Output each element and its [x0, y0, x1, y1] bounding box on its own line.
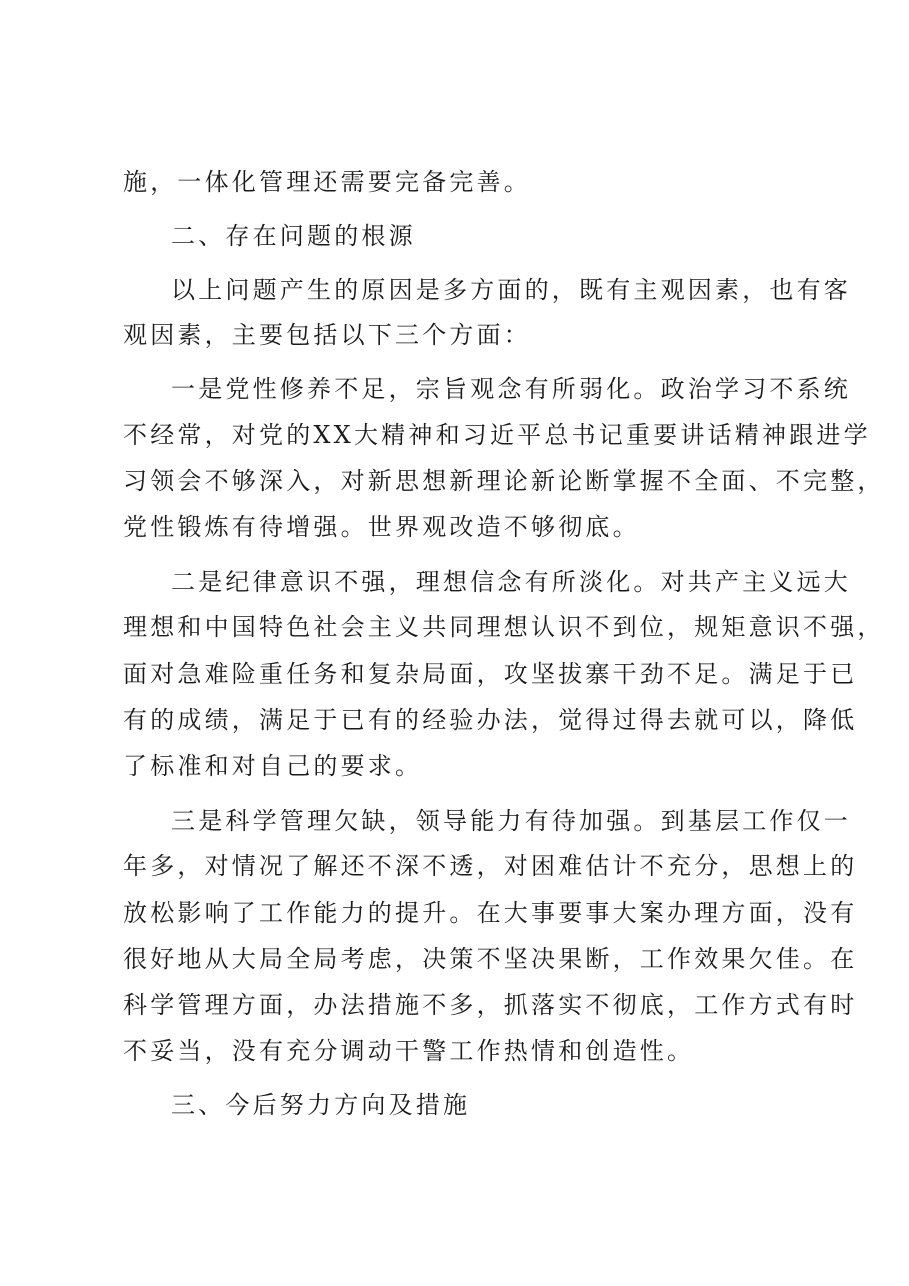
text-line: 施，一体化管理还需要完备完善。 [123, 168, 531, 196]
text-line: 习领会不够深入，对新思想新理论新论断掌握不全面、不完整， [123, 467, 885, 495]
text-line: 二是纪律意识不强，理想信念有所淡化。对共产主义远大 [171, 568, 851, 596]
text-line: 一是党性修养不足，宗旨观念有所弱化。政治学习不系统 [171, 375, 851, 403]
section-heading-measures: 三、今后努力方向及措施 [171, 1091, 471, 1119]
text-line: 观因素，主要包括以下三个方面： [123, 321, 531, 349]
text-line: 三是科学管理欠缺，领导能力有待加强。到基层工作仅一 [171, 807, 851, 835]
text-line: 党性锻炼有待增强。世界观改造不够彻底。 [123, 513, 640, 541]
text-line: 有的成绩，满足于已有的经验办法，觉得过得去就可以，降低 [123, 706, 858, 734]
text-line: 了标准和对自己的要求。 [123, 752, 423, 780]
text-line: 很好地从大局全局考虑，决策不坚决果断，工作效果欠佳。在 [123, 945, 858, 973]
section-heading-roots: 二、存在问题的根源 [171, 222, 416, 250]
text-line: 不妥当，没有充分调动干警工作热情和创造性。 [123, 1037, 695, 1065]
text-line: 以上问题产生的原因是多方面的，既有主观因素，也有客 [171, 276, 851, 304]
text-line: 年多，对情况了解还不深不透，对困难估计不充分，思想上的 [123, 852, 858, 880]
text-line: 放松影响了工作能力的提升。在大事要事大案办理方面，没有 [123, 899, 858, 927]
text-line: 理想和中国特色社会主义共同理想认识不到位，规矩意识不强， [123, 613, 885, 641]
text-line: 不经常，对党的XX大精神和习近平总书记重要讲话精神跟进学 [123, 421, 871, 449]
text-line: 面对急难险重任务和复杂局面，攻坚拔寨干劲不足。满足于已 [123, 660, 858, 688]
text-line: 科学管理方面，办法措施不多，抓落实不彻底，工作方式有时 [123, 991, 858, 1019]
